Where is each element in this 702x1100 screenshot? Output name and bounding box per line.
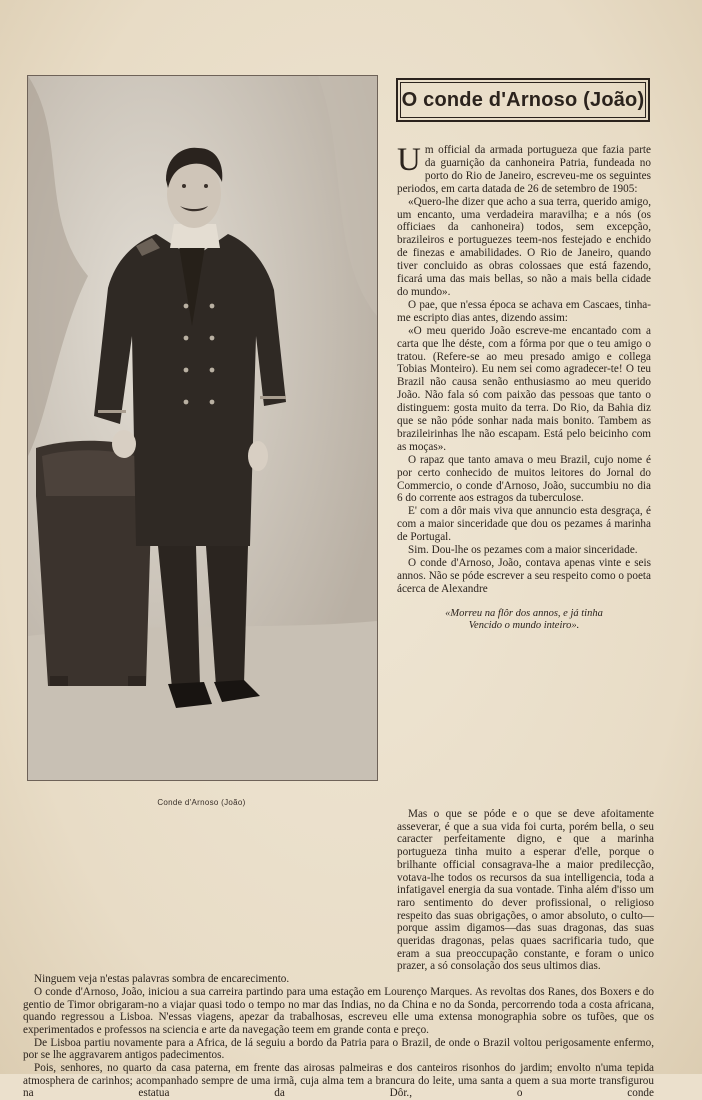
article-title: O conde d'Arnoso (João) [401,88,645,111]
paragraph-13: Pois, senhores, no quarto da casa paterna, em frente das airosas palmeiras e dos canteiros risonhos do jardim; envolto n'uma tepida atmosphera de carinhos; acompanhado sempre de uma irmã, cuja alma tem a brancura do leite, uma santa a quem a sua morte transfigurou na estatua da Dôr., o conde [23,1062,654,1100]
article-column [397,144,651,633]
paragraph-2: «Quero-lhe dizer que acho a sua terra, querido amigo, um encanto, uma verdadeira maravilha; e a nós (os officiaes da canhoneira) todos, sem excepção, brazileiros e portuguezes teem-nos festejado e enchido de finezas e amabilidades. O Rio de Janeiro, quando tiver concluido as obras colossaes que está fazendo, ficará uma das mais bellas, so não a mais bella cidade do mundo». [397,195,651,298]
paragraph-5: O rapaz que tanto amava o meu Brazil, cujo nome é por certo conhecido de muitos leitores do Jornal do Commercio, o conde d'Arnoso, João, succumbiu no dia 6 do corrente aos estragos da tuberculose. [397,453,651,505]
paragraph-11: O conde d'Arnoso, João, iniciou a sua carreira partindo para uma estação em Lourenço Marques. As revoltas dos Ranes, dos Boxers e do gentio de Timor obrigaram-no a viajar quasi todo o tempo no mar das Indias, no da China e no da Sonda, percorrendo toda a costa africana, quando regressou a Lisboa. N'essas viagens, apezar da trabalhosas, escreveu elle uma extensa monographia sobre os tufões, que os experimentados e professos na sciencia e arte da navegação teem em grande conta e preço. [23,985,654,1036]
paragraph-3: O pae, que n'essa época se achava em Cascaes, tinha-me escripto dias antes, dizendo assim: [397,298,651,324]
quote-line-2: Vencido o mundo inteiro». [468,620,580,632]
portrait-illustration [28,76,377,780]
article-continuation [23,808,654,1100]
drop-cap: U [397,142,421,178]
paragraph-9: Mas o que se póde e o que se deve afoitamente asseverar, é que a sua vida foi curta, porém bella, o seu caracter perfeitamente digno, e que a marinha portugueza tinha muito a esperar d'elle, porque o brilhante official consagrava-lhe a maior predilecção, votava-lhe todos os recursos da sua intelligencia, toda a infatigavel energia da sua vontade. Tinha além d'isso um raro sentimento do dever profissional, o religioso respeito das suas obrigações, o amor absoluto, o culto—porque assim digamos—das suas dragonas, das suas queridas dragonas, pelas quaes sacrificaria tudo, que eram a sua preoccupação constante, e foram o unico prazer, a só consolação dos seus ultimos dias. [397,808,654,973]
photo-caption: Conde d'Arnoso (João) [157,798,246,807]
paragraph-10: Ninguem veja n'estas palavras sombra de encarecimento. [34,973,290,986]
paragraph-6: E' com a dôr mais viva que annuncio esta desgraça, é com a maior sinceridade que dou os pezames á marinha de Portugal. [397,505,651,544]
paragraph-7: Sim. Dou-lhe os pezames com a maior sinceridade. [408,544,638,557]
portrait-photo [27,75,378,781]
paragraph-4: «O meu querido João escreve-me encantado com a carta que lhe déste, com a fórma por que o teu amigo o tratou. (Refere-se ao meu presado amigo e collega Tobias Monteiro). Eu nem sei como agradecer-te! O teu Brazil não causa senão enthusiasmo ao meu querido João. Não fala só com paixão das pessoas que tanto o distinguem: gosta muito da terra. Do Rio, da Bahia diz que se não póde sonhar nada mais bonito. Tambem as brazileirinhas lhe não escapam. Está pelo beicinho com as moças». [397,324,651,453]
paragraph-1 [397,144,651,196]
poem-quote [397,608,651,633]
quote-line-1: «Morreu na flôr dos annos, e já tinha [445,607,603,619]
paragraph-12: De Lisboa partiu novamente para a Africa, de lá seguiu a bordo da Patria para o Brazil, de onde o Brazil voltou perigosamente enfermo, por se lhe aggravarem antigos padecimentos. [23,1036,654,1062]
title-box [396,78,650,122]
paragraph-1-text: m official da armada portugueza que fazia parte da guarnição da canhoneira Patria, fundeada no porto do Rio de Janeiro, escreveu-me os seguintes periodos, em carta datada de 26 de setembro de 1905: [397,144,651,195]
paragraph-8: O conde d'Arnoso, João, contava apenas vinte e seis annos. Não se póde escrever a seu respeito como o poeta ácerca de Alexandre [397,557,651,595]
